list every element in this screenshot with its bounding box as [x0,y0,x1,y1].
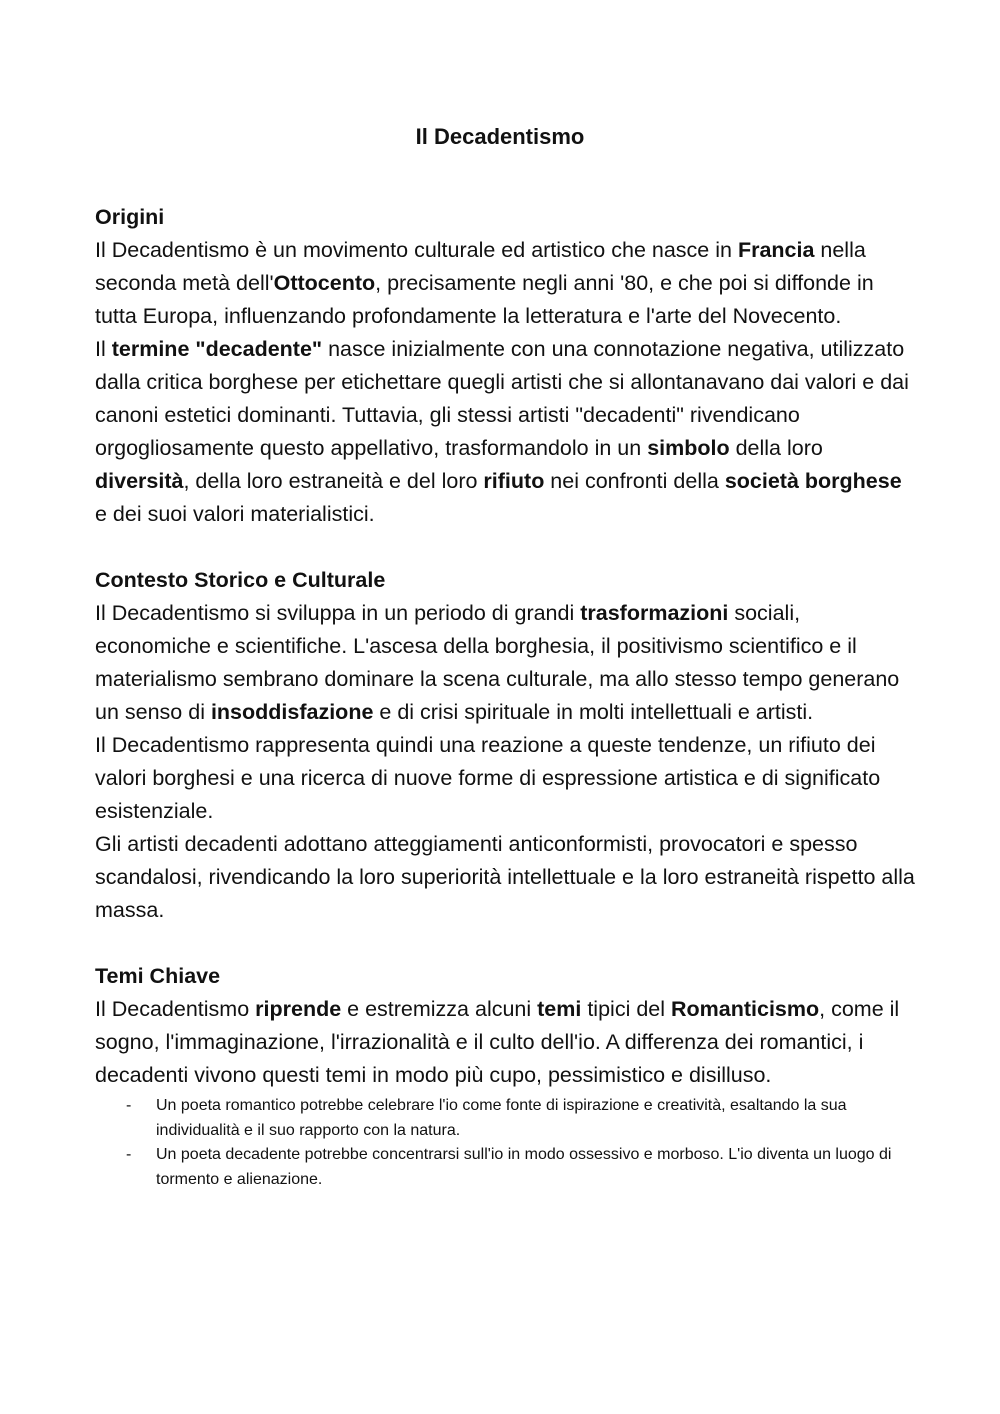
bold-term: società borghese [724,469,902,493]
paragraph-spacer [95,531,915,564]
document-body [95,201,915,1192]
section-heading-origini: Origini [95,205,165,229]
document-title: Il Decadentismo [415,124,585,149]
bold-term: insoddisfazione [210,700,374,724]
bold-term: riprende [255,997,342,1021]
paragraph-temi-1: Il Decadentismo riprende e estremizza alcuni temi tipici del Romanticismo, come il sogno, l'immaginazione, l'irrazionalità e il culto dell'io. A differenza dei romantici, i decadenti vivono questi temi in modo più cupo, pessimistico e disilluso. [95,997,900,1087]
bold-term: trasformazioni [580,601,729,625]
paragraph-contesto-3: Gli artisti decadenti adottano atteggiamenti anticonformisti, provocatori e spesso scandalosi, rivendicando la loro superiorità intellettuale e la loro estraneità rispetto alla massa. [95,832,915,922]
section-heading-contesto: Contesto Storico e Culturale [95,568,386,592]
bullet-marker: - [126,1097,132,1114]
bullet-marker: - [126,1146,132,1163]
paragraph-origini-2: Il termine "decadente" nasce inizialmente con una connotazione negativa, utilizzato dalla critica borghese per etichettare quegli artisti che si allontanavano dai valori e dai canoni estetici dominanti. Tuttavia, gli stessi artisti "decadenti" rivendicano orgogliosamente questo appellativo, trasformandolo in un simbolo della loro diversità, della loro estraneità e del loro rifiuto nei confronti della società borghese e dei suoi valori materialistici. [95,337,909,526]
bold-term: Francia [737,238,815,262]
paragraph-origini-1: Il Decadentismo è un movimento culturale ed artistico che nasce in Francia nella seconda metà dell'Ottocento, precisamente negli anni '80, e che poi si diffonde in tutta Europa, influenzando profondamente la letteratura e l'arte del Novecento. [95,238,874,328]
paragraph-contesto-1: Il Decadentismo si sviluppa in un periodo di grandi trasformazioni sociali, economiche e scientifiche. L'ascesa della borghesia, il positivismo scientifico e il materialismo sembrano dominare la scena culturale, ma allo stesso tempo generano un senso di insoddisfazione e di crisi spirituale in molti intellettuali e artisti. [95,601,900,724]
list-item: - Un poeta decadente potrebbe concentrarsi sull'io in modo ossessivo e morboso. L'io diventa un luogo di tormento e alienazione. [95,1143,915,1192]
section-heading-temi: Temi Chiave [95,964,221,988]
bold-term: temi [537,997,582,1021]
bold-term: Romanticismo [670,997,820,1021]
bold-term: Ottocento [273,271,376,295]
bold-term: rifiuto [483,469,545,493]
paragraph-contesto-2: Il Decadentismo rappresenta quindi una reazione a queste tendenze, un rifiuto dei valori borghesi e una ricerca di nuove forme di espressione artistica e di significato esistenziale. [95,733,881,823]
paragraph-spacer [95,927,915,960]
bullet-list [95,1094,915,1192]
list-item: - Un poeta romantico potrebbe celebrare l'io come fonte di ispirazione e creatività, esaltando la sua individualità e il suo rapporto con la natura. [95,1094,915,1143]
bold-term: simbolo [647,436,730,460]
bold-term: termine "decadente" [111,337,323,361]
bold-term: diversità [95,469,184,493]
